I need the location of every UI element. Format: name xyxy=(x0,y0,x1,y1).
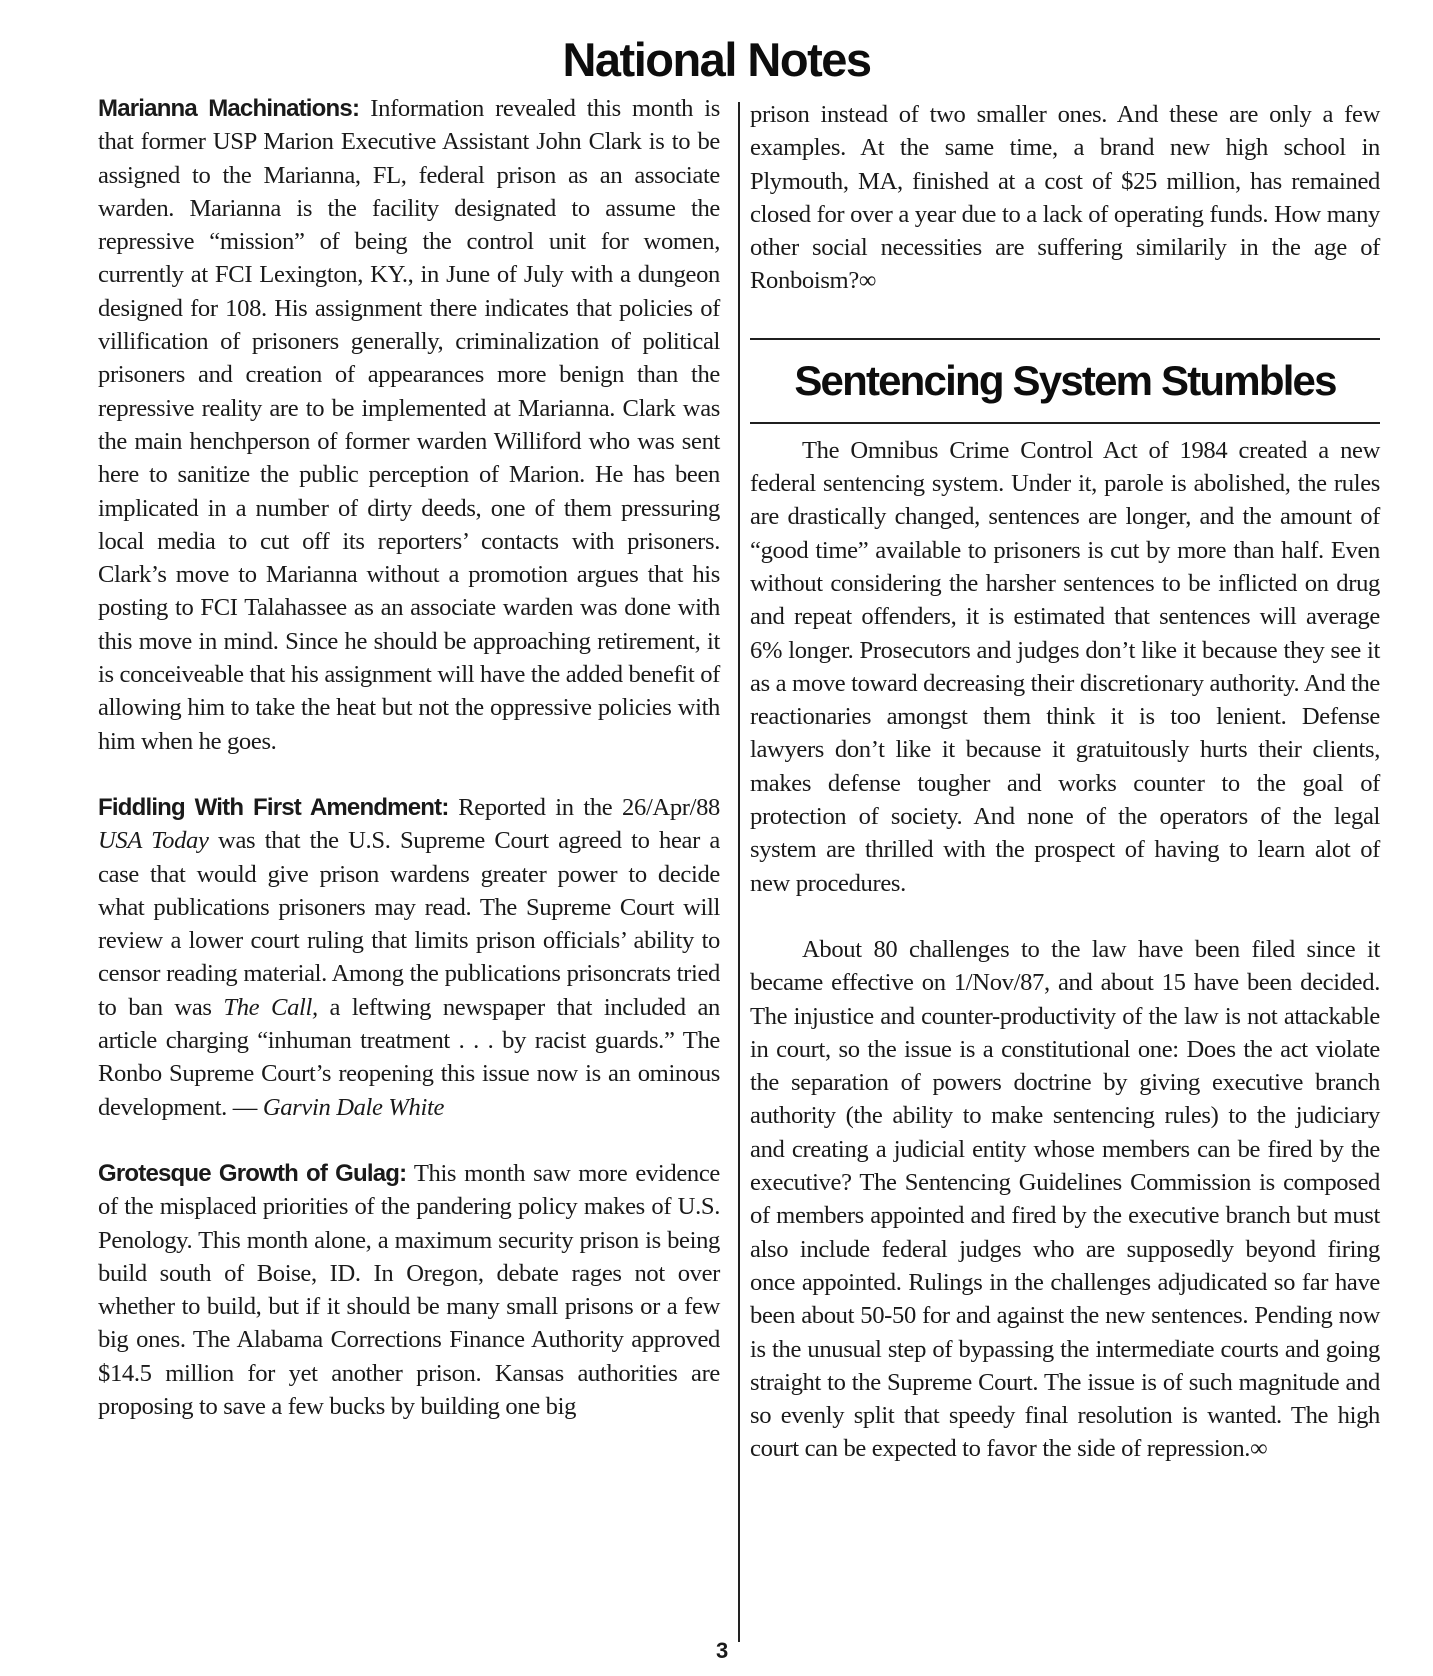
section-rule-top xyxy=(750,338,1380,340)
left-column xyxy=(98,92,720,1456)
publication-title: The Call, xyxy=(223,993,318,1021)
page-number: 3 xyxy=(716,1638,729,1663)
item-body: was that the U.S. Supreme Court agreed to hear a case that would give prison wardens greater power to decide what publications prisoners may read. The Supreme Court will review a lower court ruling that limits prison officials’ ability to censor reading material. Among the publications prisoncrats tried to ban was xyxy=(98,827,720,1021)
news-item-marianna xyxy=(98,92,720,758)
right-column xyxy=(750,98,1380,1499)
item-body: Information revealed this month is that former USP Marion Executive Assistant John Clark is to be assigned to the Marianna, FL, federal prison as an associate warden. Marianna is the facility designated to assume the repressive “mission” of being the control unit for women, currently at FCI Lexington, KY., in June of July with a dungeon designed for 108. His assignment there indicates that policies of villification of prisoners generally, criminalization of political prisoners and creation of appearances more benign than the repressive reality are to be implemented at Marianna. Clark was the main henchperson of former warden Williford who was sent here to sanitize the public perception of Marion. He has been implicated in a number of dirty deeds, one of them pressuring local media to cut off its reporters’ contacts with prisoners. Clark’s move to Marianna without a promotion argues that his posting to FCI Talahassee as an associate warden was done with this move in mind. Since he should be approaching retirement, it is conceiveable that his assignment will have the added benefit of allowing him to take the heat but not the oppressive policies with him when he goes. xyxy=(98,95,720,755)
item-heading: Marianna Machinations: xyxy=(98,95,360,122)
page-title: National Notes xyxy=(562,33,871,86)
publication-title: USA Today xyxy=(98,827,209,855)
section-rule-bottom xyxy=(750,422,1380,424)
item-body: Reported in the 26/Apr/88 xyxy=(448,793,720,821)
article-paragraph: The Omnibus Crime Control Act of 1984 created a new federal sentencing system. Under it, parole is abolished, the rules are drastically changed, sentences are longer, and the amount of “good time” available to prisoners is cut by more than half. Even without considering the harsher sentences to be inflicted on drug and repeat offenders, it is estimated that sentences will average 6% longer. Prosecutors and judges don’t like it because they see it as a move toward decreasing their discretionary authority. And the reactionaries amongst them think it is too lenient. Defense lawyers don’t like it because it gratuitously hurts their clients, makes defense tougher and works counter to the goal of protection of society. And none of the operators of the legal system are thrilled with the prospect of having to learn alot of new procedures. xyxy=(750,436,1380,897)
column-divider xyxy=(738,102,740,1642)
article-paragraph: About 80 challenges to the law have been filed since it became effective on 1/Nov/87, and about 15 have been decided. The injustice and counter-productivity of the law is not attackable in court, so the issue is a constitutional one: Does the act violate the separation of powers doctrine by giving executive branch authority (the ability to make sentencing rules) to the judiciary and creating a judicial entity whose members can be fired by the executive? The Sentencing Guidelines Commission is composed of members appointed and fired by the executive branch but must also include federal judges who are supposedly beyond firing once appointed. Rulings in the challenges adjudicated so far have been about 50-50 for and against the new sentences. Pending now is the unusual step of bypassing the intermediate courts and going straight to the Supreme Court. The issue is of such magnitude and so evenly split that speedy final resolution is wanted. The high court can be expected to favor the side of repression.∞ xyxy=(750,935,1380,1463)
news-item-first-amendment xyxy=(98,791,720,1124)
item-heading: Fiddling With First Amendment: xyxy=(98,793,449,821)
item-heading: Grotesque Growth of Gulag: xyxy=(98,1159,407,1187)
article-title: Sentencing System Stumbles xyxy=(794,356,1336,404)
news-item-gulag xyxy=(98,1157,720,1423)
continued-text: prison instead of two smaller ones. And these are only a few examples. At the same time, a brand new high school in Plymouth, MA, finished at a cost of $25 million, has remained closed for over a year due to a lack of operating funds. How many other social necessities are suffering similarily in the age of Ronboism?∞ xyxy=(750,101,1380,295)
byline: Garvin Dale White xyxy=(262,1093,445,1121)
item-body: a leftwing newspaper that included an article charging “inhuman treatment . . . by racist guards.” The Ronbo Supreme Court’s reopening this issue now is an ominous development. — xyxy=(98,993,721,1121)
item-body: This month saw more evidence of the misplaced priorities of the pandering policy makes of U.S. Penology. This month alone, a maximum security prison is being build south of Boise, ID. In Oregon, debate rages not over whether to build, but if it should be many small prisons or a few big ones. The Alabama Corrections Finance Authority approved $14.5 million for yet another prison. Kansas authorities are proposing to save a few bucks by building one big xyxy=(98,1159,720,1420)
